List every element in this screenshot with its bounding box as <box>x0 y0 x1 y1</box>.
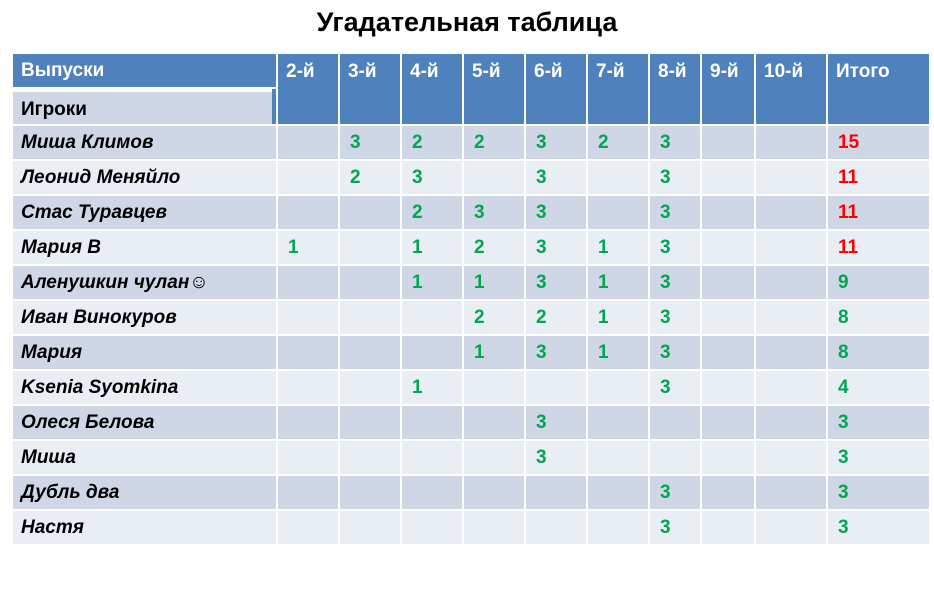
score-cell <box>401 475 463 510</box>
score-cell: 3 <box>525 335 587 370</box>
score-cell <box>277 195 339 230</box>
score-cell <box>277 160 339 195</box>
score-cell <box>339 335 401 370</box>
score-cell <box>755 300 827 335</box>
player-name: Стас Туравцев <box>12 195 277 230</box>
player-name: Дубль два <box>12 475 277 510</box>
table-row <box>12 370 930 405</box>
score-cell <box>339 405 401 440</box>
score-cell <box>701 335 755 370</box>
score-cell <box>339 475 401 510</box>
score-cell <box>649 440 701 475</box>
header-col-9: 9-й <box>701 53 755 125</box>
score-cell <box>277 510 339 545</box>
score-cell: 1 <box>463 265 525 300</box>
player-name: Настя <box>12 510 277 545</box>
score-cell <box>701 510 755 545</box>
score-cell <box>587 405 649 440</box>
score-cell <box>339 300 401 335</box>
subheader-cell <box>12 88 277 125</box>
score-cell: 3 <box>525 160 587 195</box>
score-cell <box>525 475 587 510</box>
header-total: Итого <box>827 53 930 125</box>
score-cell <box>755 265 827 300</box>
score-cell <box>277 335 339 370</box>
table-row <box>12 510 930 545</box>
total-cell: 3 <box>827 405 930 440</box>
table-row <box>12 300 930 335</box>
score-cell <box>277 475 339 510</box>
score-cell: 2 <box>463 125 525 160</box>
table-row <box>12 440 930 475</box>
score-cell <box>755 230 827 265</box>
score-cell: 3 <box>401 160 463 195</box>
score-cell <box>463 510 525 545</box>
header-col-2: 2-й <box>277 53 339 125</box>
score-cell <box>587 510 649 545</box>
score-cell <box>649 405 701 440</box>
score-cell: 3 <box>649 510 701 545</box>
player-name: Олеся Белова <box>12 405 277 440</box>
score-cell: 2 <box>587 125 649 160</box>
total-cell: 3 <box>827 510 930 545</box>
score-cell <box>463 475 525 510</box>
score-cell <box>525 370 587 405</box>
score-cell <box>755 510 827 545</box>
score-cell <box>277 370 339 405</box>
score-cell <box>525 510 587 545</box>
score-cell <box>755 125 827 160</box>
score-cell: 2 <box>401 195 463 230</box>
score-cell: 1 <box>587 230 649 265</box>
score-cell <box>339 195 401 230</box>
score-cell <box>277 265 339 300</box>
score-cell: 3 <box>525 125 587 160</box>
total-cell: 3 <box>827 440 930 475</box>
header-row <box>12 53 930 88</box>
player-name: Миша Климов <box>12 125 277 160</box>
score-cell <box>401 405 463 440</box>
header-col-5: 5-й <box>463 53 525 125</box>
score-cell: 1 <box>587 335 649 370</box>
score-cell: 3 <box>525 230 587 265</box>
score-cell: 3 <box>649 300 701 335</box>
score-cell <box>463 440 525 475</box>
page-title: Угадательная таблица <box>316 7 618 37</box>
table-row <box>12 125 930 160</box>
score-cell <box>339 440 401 475</box>
score-cell: 3 <box>649 125 701 160</box>
table-row <box>12 195 930 230</box>
header-col-4: 4-й <box>401 53 463 125</box>
score-cell: 1 <box>463 335 525 370</box>
score-cell <box>755 160 827 195</box>
total-cell: 11 <box>827 160 930 195</box>
score-table <box>11 52 931 546</box>
score-cell <box>755 405 827 440</box>
score-cell: 3 <box>649 265 701 300</box>
table-row <box>12 160 930 195</box>
score-cell <box>587 370 649 405</box>
header-col-10: 10-й <box>755 53 827 125</box>
score-cell <box>587 195 649 230</box>
score-cell: 3 <box>525 440 587 475</box>
score-cell <box>701 125 755 160</box>
score-cell: 3 <box>339 125 401 160</box>
score-cell: 3 <box>649 335 701 370</box>
score-cell <box>401 440 463 475</box>
score-cell: 3 <box>649 370 701 405</box>
score-cell: 3 <box>525 265 587 300</box>
score-cell: 3 <box>649 160 701 195</box>
score-cell <box>401 335 463 370</box>
score-cell <box>701 300 755 335</box>
score-cell <box>401 510 463 545</box>
score-cell: 2 <box>463 230 525 265</box>
total-cell: 8 <box>827 335 930 370</box>
score-cell <box>463 370 525 405</box>
player-name: Аленушкин чулан☺ <box>12 265 277 300</box>
score-cell <box>339 230 401 265</box>
score-cell <box>277 300 339 335</box>
score-cell <box>755 475 827 510</box>
score-cell <box>755 195 827 230</box>
header-first-column: Выпуски <box>12 53 277 88</box>
score-cell <box>463 405 525 440</box>
player-name: Мария В <box>12 230 277 265</box>
score-cell: 3 <box>463 195 525 230</box>
score-cell: 3 <box>649 475 701 510</box>
score-cell <box>701 475 755 510</box>
score-cell <box>277 440 339 475</box>
score-cell: 2 <box>525 300 587 335</box>
score-cell: 1 <box>587 265 649 300</box>
score-cell <box>587 475 649 510</box>
score-cell <box>701 265 755 300</box>
score-cell <box>755 370 827 405</box>
header-col-7: 7-й <box>587 53 649 125</box>
table-row <box>12 475 930 510</box>
score-cell: 1 <box>277 230 339 265</box>
score-cell <box>339 265 401 300</box>
score-cell: 2 <box>401 125 463 160</box>
total-cell: 9 <box>827 265 930 300</box>
player-name: Миша <box>12 440 277 475</box>
total-cell: 4 <box>827 370 930 405</box>
total-cell: 8 <box>827 300 930 335</box>
table-row <box>12 405 930 440</box>
table-row <box>12 230 930 265</box>
player-name: Иван Винокуров <box>12 300 277 335</box>
score-cell <box>339 510 401 545</box>
score-cell: 3 <box>525 195 587 230</box>
score-cell <box>701 160 755 195</box>
score-cell: 2 <box>339 160 401 195</box>
score-cell: 3 <box>649 195 701 230</box>
score-cell: 3 <box>649 230 701 265</box>
player-name: Мария <box>12 335 277 370</box>
score-cell <box>587 160 649 195</box>
score-cell <box>755 440 827 475</box>
score-cell <box>587 440 649 475</box>
header-col-3: 3-й <box>339 53 401 125</box>
score-cell: 1 <box>401 230 463 265</box>
subheader-players: Игроки <box>13 89 272 124</box>
score-cell <box>339 370 401 405</box>
score-cell <box>701 370 755 405</box>
score-cell: 1 <box>401 370 463 405</box>
score-cell: 1 <box>401 265 463 300</box>
score-cell <box>401 300 463 335</box>
score-cell <box>277 125 339 160</box>
score-cell <box>701 405 755 440</box>
table-row <box>12 265 930 300</box>
table-row <box>12 335 930 370</box>
score-cell: 1 <box>587 300 649 335</box>
header-col-8: 8-й <box>649 53 701 125</box>
score-cell: 2 <box>463 300 525 335</box>
score-cell <box>755 335 827 370</box>
score-cell: 3 <box>525 405 587 440</box>
total-cell: 15 <box>827 125 930 160</box>
score-cell <box>277 405 339 440</box>
score-cell <box>463 160 525 195</box>
total-cell: 11 <box>827 230 930 265</box>
player-name: Ksenia Syomkina <box>12 370 277 405</box>
player-name: Леонид Меняйло <box>12 160 277 195</box>
score-cell <box>701 440 755 475</box>
total-cell: 11 <box>827 195 930 230</box>
total-cell: 3 <box>827 475 930 510</box>
score-cell <box>701 195 755 230</box>
score-cell <box>701 230 755 265</box>
header-col-6: 6-й <box>525 53 587 125</box>
